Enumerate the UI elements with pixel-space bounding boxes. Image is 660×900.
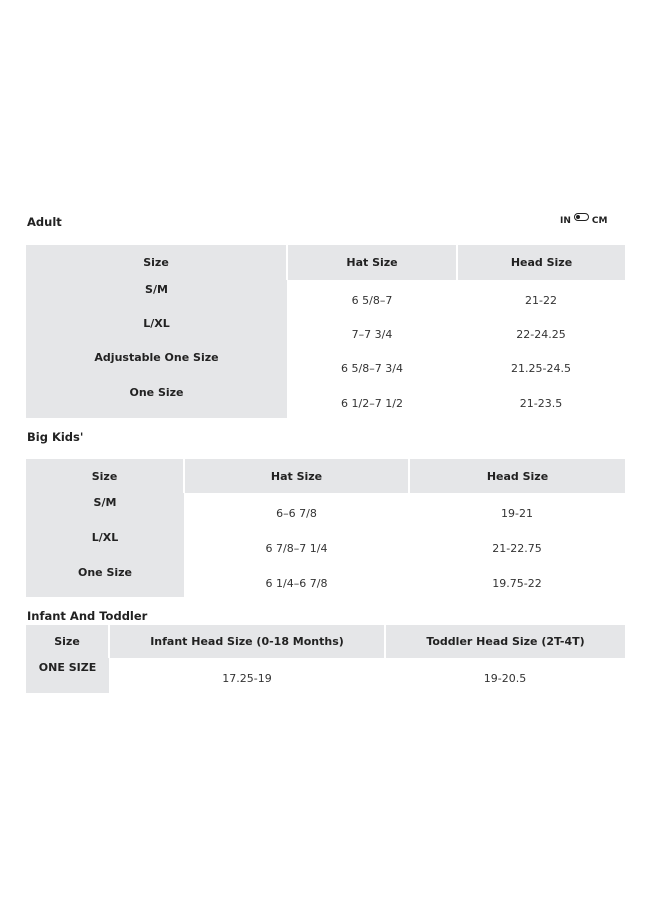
column-header-size: Size (26, 245, 287, 280)
size-label: One Size (26, 563, 184, 597)
table-row (26, 528, 625, 563)
infant-toddler-size-table (26, 625, 625, 693)
head-size-value: 22-24.25 (516, 327, 566, 341)
column-header-head-size: Head Size (457, 245, 625, 280)
table-header-row (26, 625, 625, 658)
infant-head-size-value: 17.25-19 (222, 672, 272, 685)
column-header-hat-size: Hat Size (287, 245, 457, 280)
head-size-value: 21.25-24.5 (511, 362, 571, 375)
size-label: L/XL (26, 528, 184, 563)
hat-size-value: 6 7/8–7 1/4 (265, 542, 328, 555)
hat-size-value: 6 5/8–7 3/4 (341, 362, 403, 375)
head-size-value: 19.75-22 (492, 576, 542, 590)
head-size-value: 21-22.75 (492, 542, 542, 555)
head-size-value: 21-23.5 (519, 397, 563, 410)
infant-toddler-section-title: Infant And Toddler (27, 609, 148, 623)
adult-section-title: Adult (27, 215, 62, 229)
hat-size-value: 7–7 3/4 (351, 327, 393, 341)
toddler-head-size-value: 19-20.5 (483, 672, 527, 685)
column-header-toddler-head-size: Toddler Head Size (2T-4T) (385, 625, 625, 658)
size-label: S/M (26, 280, 287, 314)
table-row (26, 658, 625, 693)
table-row (26, 383, 625, 418)
table-row (26, 314, 625, 348)
unit-toggle[interactable] (560, 212, 607, 230)
size-label: One Size (26, 383, 287, 418)
hat-size-value: 6–6 7/8 (276, 507, 317, 520)
unit-in-label: IN (560, 216, 571, 226)
column-header-hat-size: Hat Size (184, 459, 409, 493)
column-header-size: Size (26, 625, 109, 658)
table-header-row (26, 245, 625, 280)
adult-size-table (26, 245, 625, 418)
table-header-row (26, 459, 625, 493)
column-header-head-size: Head Size (409, 459, 625, 493)
table-row (26, 348, 625, 383)
size-label: L/XL (26, 314, 287, 348)
table-row (26, 563, 625, 597)
table-row (26, 493, 625, 528)
hat-size-value: 6 5/8–7 (351, 293, 393, 307)
column-header-infant-head-size: Infant Head Size (0-18 Months) (109, 625, 385, 658)
size-label: S/M (26, 493, 184, 528)
hat-size-value: 6 1/4–6 7/8 (265, 576, 328, 590)
size-label: Adjustable One Size (26, 348, 287, 383)
unit-cm-label: CM (591, 216, 608, 226)
big-kids-size-table (26, 459, 625, 597)
size-label: ONE SIZE (26, 658, 109, 693)
hat-size-value: 6 1/2–7 1/2 (341, 397, 403, 410)
head-size-value: 19-21 (501, 507, 533, 520)
toggle-switch-icon[interactable] (574, 213, 589, 221)
column-header-size: Size (26, 459, 184, 493)
head-size-value: 21-22 (525, 293, 557, 307)
big-kids-section-title: Big Kids' (27, 430, 84, 444)
table-row (26, 280, 625, 314)
